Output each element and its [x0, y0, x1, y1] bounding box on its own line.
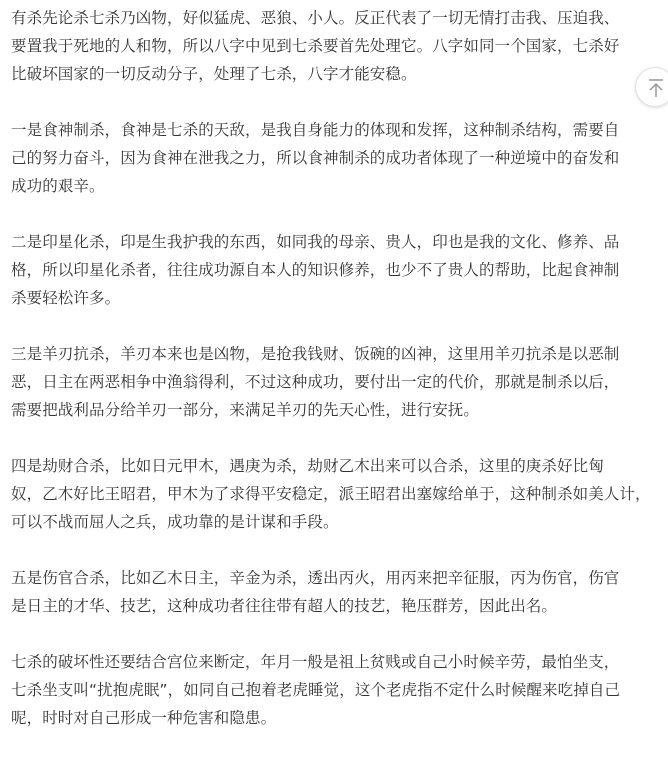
text-line: 五是伤官合杀，比如乙木日主，辛金为杀，透出丙火，用丙来把辛征服，丙为伤官，伤官	[11, 569, 620, 587]
text-line: 格，所以印星化杀者，往往成功源自本人的知识修养，也少不了贵人的帮助，比起食神制	[11, 261, 620, 279]
text-line: 三是羊刃抗杀，羊刃本来也是凶物，是抢我钱财、饭碗的凶神，这里用羊刃抗杀是以恶制	[11, 345, 620, 363]
paragraph-shangguan	[11, 564, 663, 620]
text-line: 呢，时时对自己形成一种危害和隐患。	[11, 709, 277, 727]
text-line: 要置我于死地的人和物，所以八字中见到七杀要首先处理它。八字如同一个国家，七杀好	[11, 37, 620, 55]
paragraph-jiecai	[11, 452, 663, 536]
text-line: 有杀先论杀七杀乃凶物，好似猛虎、恶狼、小人。反正代表了一切无情打击我、压迫我、	[11, 9, 620, 27]
text-line: 二是印星化杀，印是生我护我的东西，如同我的母亲、贵人，印也是我的文化、修养、品	[11, 233, 620, 251]
text-line: 成功的艰辛。	[11, 177, 105, 195]
paragraph-intro	[11, 4, 663, 88]
paragraph-shishen	[11, 116, 663, 200]
text-line: 杀要轻松许多。	[11, 289, 121, 307]
article-body	[11, 4, 663, 760]
text-line: 需要把战利品分给羊刃一部分，来满足羊刃的先天心性，进行安抚。	[11, 401, 480, 419]
text-line: 比破坏国家的一切反动分子，处理了七杀，八字才能安稳。	[11, 65, 417, 83]
paragraph-conclusion	[11, 648, 663, 732]
paragraph-yinxing	[11, 228, 663, 312]
text-line: 四是劫财合杀，比如日元甲木，遇庚为杀，劫财乙木出来可以合杀，这里的庚杀好比匈	[11, 457, 604, 475]
text-line: 是日主的才华、技艺，这种成功者往往带有超人的技艺，艳压群芳，因此出名。	[11, 597, 558, 615]
text-line: 七杀的破坏性还要结合宫位来断定，年月一般是祖上贫贱或自己小时候辛劳，最怕坐支，	[11, 653, 620, 671]
arrow-up-icon	[645, 77, 667, 99]
text-line: 七杀坐支叫“扰抱虎眠”，如同自己抱着老虎睡觉，这个老虎指不定什么时候醒来吃掉自己	[11, 681, 621, 699]
text-line: 恶，日主在两恶相争中渔翁得利，不过这种成功，要付出一定的代价，那就是制杀以后，	[11, 373, 620, 391]
text-line: 可以不战而屈人之兵，成功靠的是计谋和手段。	[11, 513, 339, 531]
text-line: 一是食神制杀，食神是七杀的天敌，是我自身能力的体现和发挥，这种制杀结构，需要自	[11, 121, 620, 139]
text-line: 己的努力奋斗，因为食神在泄我之力，所以食神制杀的成功者体现了一种逆境中的奋发和	[11, 149, 620, 167]
paragraph-yangren	[11, 340, 663, 424]
back-to-top-button[interactable]	[635, 67, 668, 107]
text-line: 奴，乙木好比王昭君，甲木为了求得平安稳定，派王昭君出塞嫁给单于，这种制杀如美人计，	[11, 485, 651, 503]
